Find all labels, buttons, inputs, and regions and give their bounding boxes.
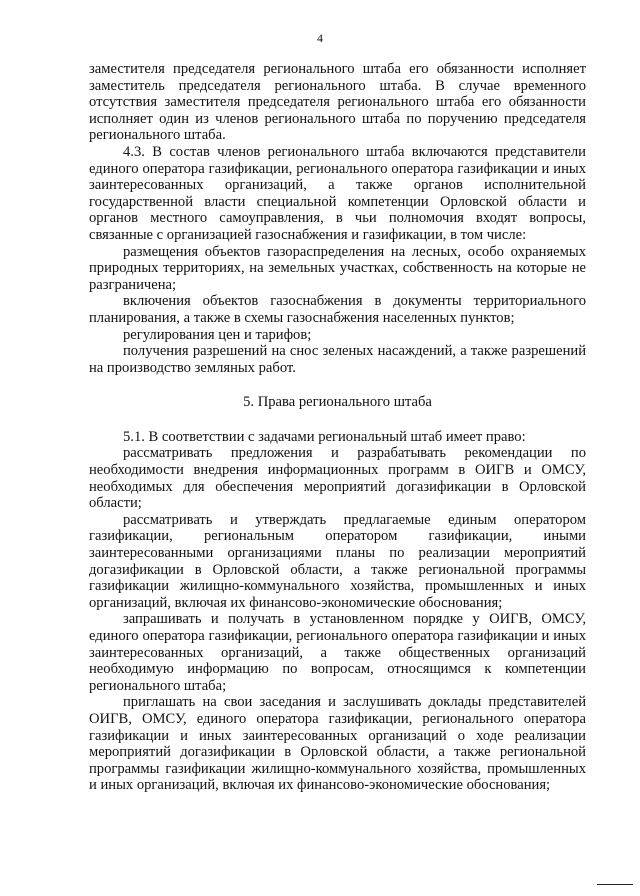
paragraph-5-1: 5.1. В соответствии с задачами региональный штаб имеет право: <box>123 428 526 445</box>
list-item-price-regulation: регулирования цен и тарифов; <box>123 326 312 343</box>
page-number: 4 <box>317 31 323 45</box>
footer-rule <box>597 884 633 885</box>
document-body <box>89 61 586 794</box>
list-item-gas-distribution: размещения объектов газораспределения на лесных, особо охраняемых природных территориях, на земельных участках, собственность на которые не разграничена; <box>89 243 586 293</box>
right-item-request-information: запрашивать и получать в установленном порядке у ОИГВ, ОМСУ, единого оператора газификации, регионального оператора газификации и иных заинтересованных организаций, а также общественных организаций необходимую информацию по вопросам, относящимся к компетенции регионального штаба; <box>89 611 586 694</box>
right-item-recommendations: рассматривать предложения и разрабатывать рекомендации по необходимости внедрения информационных программ в ОИГВ и ОМСУ, необходимых для обеспечения мероприятий догазификации в Орловской области; <box>89 445 586 512</box>
section-heading-5: 5. Права регионального штаба <box>243 394 432 411</box>
list-item-permits: получения разрешений на снос зеленых насаждений, а также разрешений на производство земляных работ. <box>89 343 586 376</box>
paragraph-4-3: 4.3. В состав членов регионального штаба включаются представители единого оператора газификации, регионального оператора газификации и иных заинтересованных организаций, а также органов исполнительной государственной власти специальной компетенции Орловской области и органов местного самоуправления, в чьи полномочия входят вопросы, связанные с организацией газоснабжения и газификации, в том числе: <box>89 143 586 243</box>
paragraph-deputy-duties: заместителя председателя регионального штаба его обязанности исполняет заместитель председателя регионального штаба. В случае временного отсутствия заместителя председателя регионального штаба его обязанности исполняет один из членов регионального штаба по поручению председателя регионального штаба. <box>89 61 586 144</box>
right-item-approve-plans: рассматривать и утверждать предлагаемые единым оператором газификации, региональным оператором газификации, иными заинтересованными организациями планы по реализации мероприятий догазификации в Орловской области, а также региональной программы газификации жилищно-коммунального хозяйства, промышленных и иных организаций, включая их финансово-экономические обоснования; <box>89 511 586 611</box>
list-item-territorial-planning: включения объектов газоснабжения в документы территориального планирования, а также в схемы газоснабжения населенных пунктов; <box>89 293 586 326</box>
right-item-invite-reports: приглашать на свои заседания и заслушивать доклады представителей ОИГВ, ОМСУ, единого оператора газификации, регионального оператора газификации и иных заинтересованных организаций о ходе реализации мероприятий догазификации в Орловской области, а также региональной программы газификации жилищно-коммунального хозяйства, промышленных и иных организаций, включая их финансово-экономические обоснования; <box>89 694 586 794</box>
